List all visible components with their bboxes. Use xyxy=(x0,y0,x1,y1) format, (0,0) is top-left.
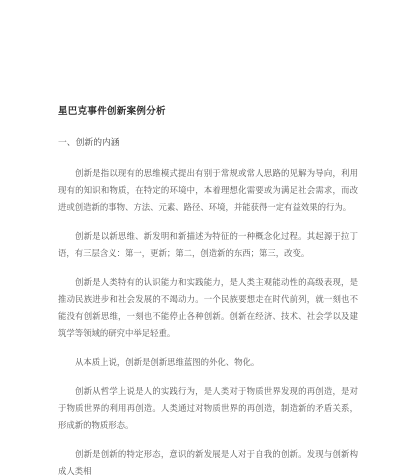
document-title: 星巴克事件创新案例分析 xyxy=(58,106,166,117)
section-heading: 一、创新的内涵 xyxy=(58,138,120,148)
paragraph-5: 创新从哲学上说是人的实践行为，是人类对于物质世界发现的再创造，是对于物质世界的利用再创造。人类通过对物质世界的再创造，制造新的矛盾关系，形成新的物质形态。 xyxy=(58,386,358,430)
document-body xyxy=(58,103,358,475)
paragraph-3: 创新是人类特有的认识能力和实践能力，是人类主观能动性的高级表现，是推动民族进步和社会发展的不竭动力。一个民族要想走在时代前列，就一刻也不能没有创新思维，一刻也不能停止各种创新。创新在经济、技术、社会学以及建筑学等领域的研究中举足轻重。 xyxy=(58,277,358,338)
paragraph-2: 创新是以新思维、新发明和新描述为特征的一种概念化过程。其起源于拉丁语，有三层含义：第一，更新；第二，创造新的东西；第三，改变。 xyxy=(58,231,358,258)
paragraph-6: 创新是创新的特定形态，意识的新发展是人对于自我的创新。发现与创新构成人类相 xyxy=(58,449,358,475)
paragraph-4: 从本质上说，创新是创新思维蓝图的外化、物化。 xyxy=(75,357,260,367)
paragraph-1: 创新是指以现有的思维模式提出有别于常规或常人思路的见解为导向，利用现有的知识和物质，在特定的环境中，本着理想化需要或为满足社会需求，而改进或创造新的事物、方法、元素、路径、环境，并能获得一定有益效果的行为。 xyxy=(58,168,358,212)
